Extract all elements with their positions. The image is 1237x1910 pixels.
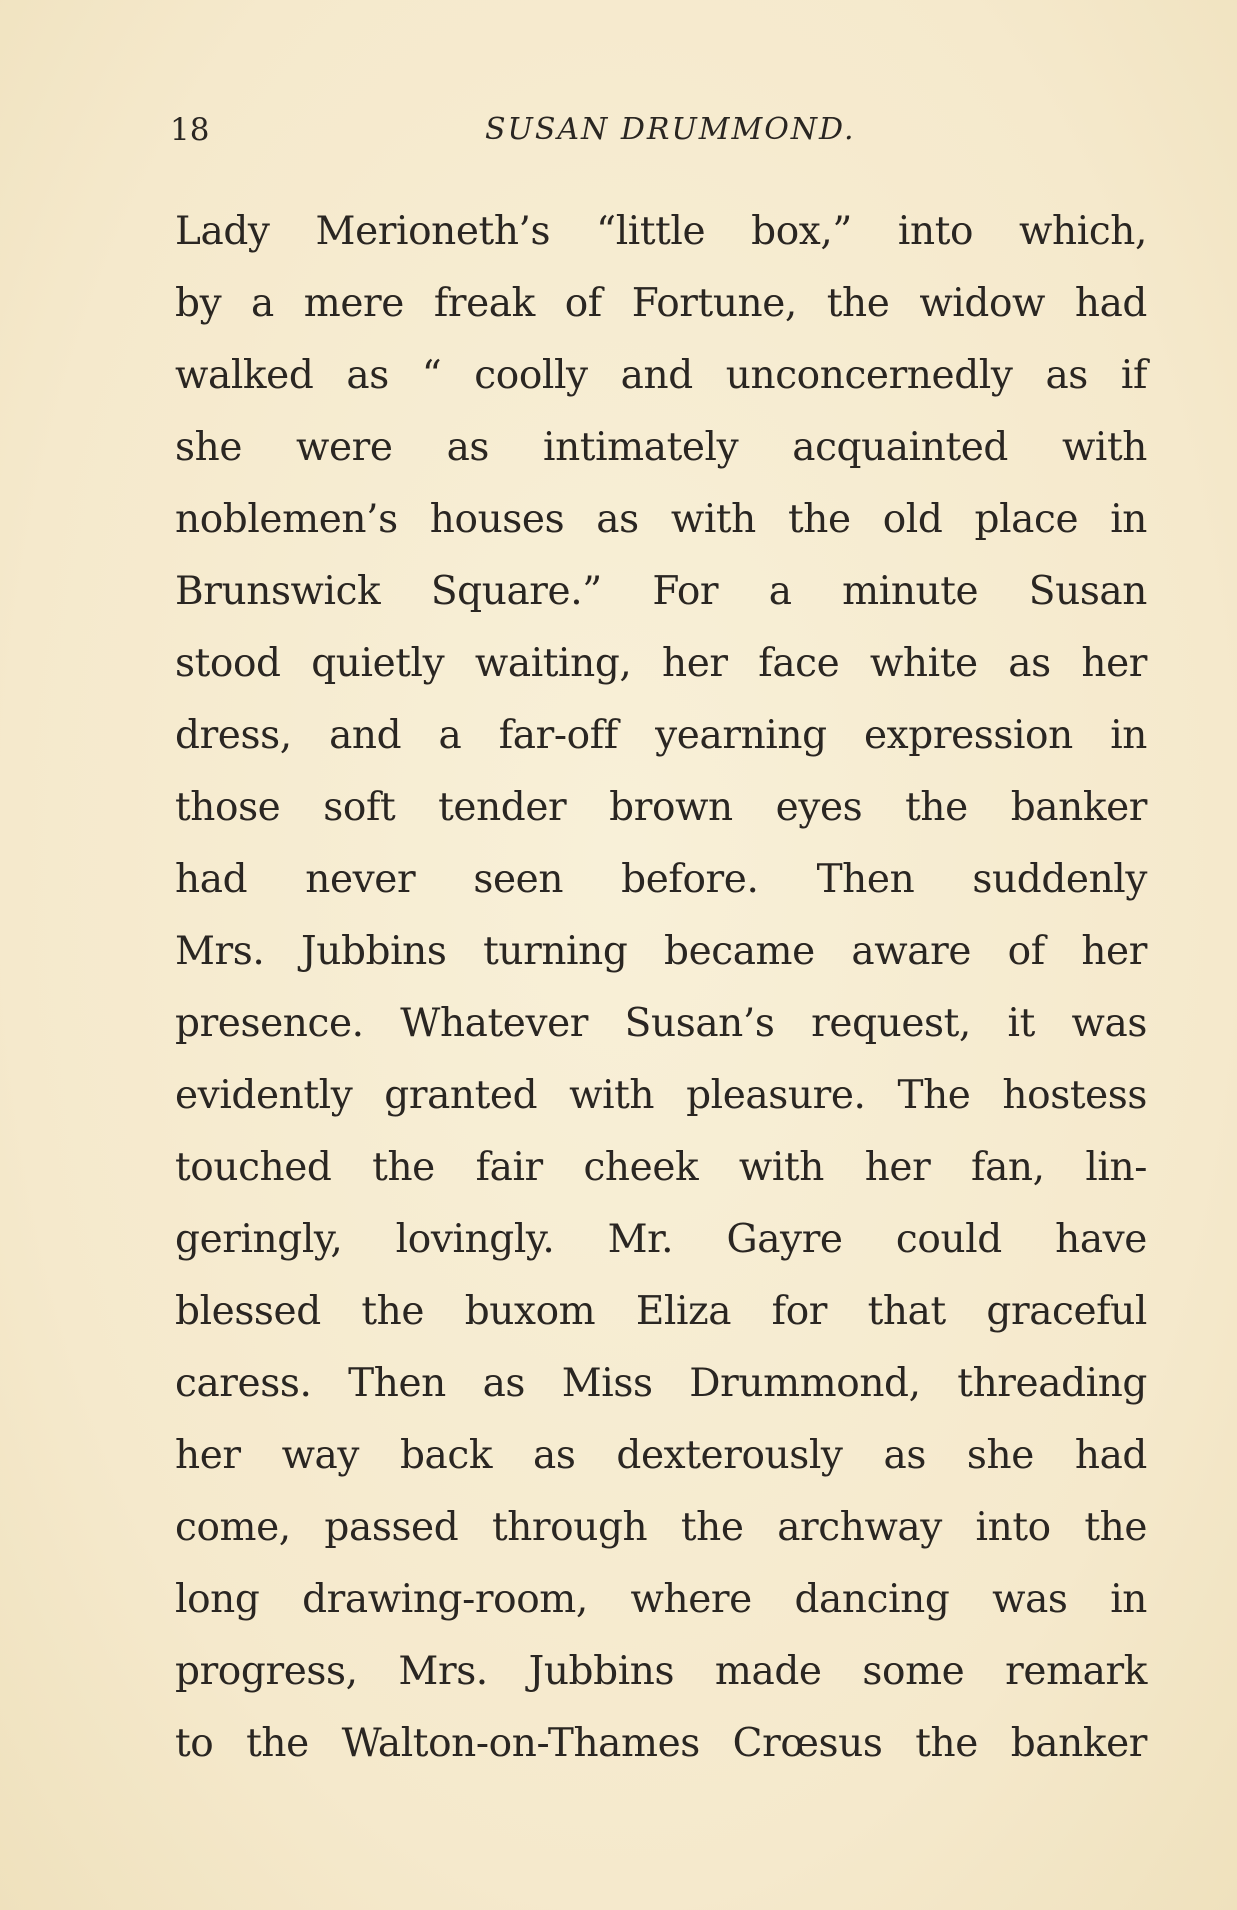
text-line: evidently granted with pleasure. The hostess	[175, 1073, 1147, 1118]
text-line: those soft tender brown eyes the banker	[175, 785, 1147, 830]
text-line: stood quietly waiting, her face white as her	[175, 641, 1147, 686]
running-head	[170, 112, 1145, 152]
body-text	[175, 196, 1147, 1780]
text-line: her way back as dexterously as she had	[175, 1433, 1147, 1478]
text-line: touched the fair cheek with her fan, lin-	[175, 1145, 1147, 1190]
text-line: had never seen before. Then suddenly	[175, 857, 1147, 902]
text-line: noblemen’s houses as with the old place in	[175, 497, 1147, 542]
text-line: to the Walton-on-Thames Crœsus the banker	[175, 1721, 1147, 1766]
text-line: progress, Mrs. Jubbins made some remark	[175, 1649, 1147, 1694]
text-line: by a mere freak of Fortune, the widow had	[175, 281, 1147, 326]
page-number: 18	[170, 112, 210, 148]
text-line: she were as intimately acquainted with	[175, 425, 1147, 470]
text-line: caress. Then as Miss Drummond, threading	[175, 1361, 1147, 1406]
text-line: geringly, lovingly. Mr. Gayre could have	[175, 1217, 1147, 1262]
text-line: blessed the buxom Eliza for that graceful	[175, 1289, 1147, 1334]
text-line: walked as “ coolly and unconcernedly as if	[175, 353, 1147, 398]
text-line: Mrs. Jubbins turning became aware of her	[175, 929, 1147, 974]
text-line: come, passed through the archway into the	[175, 1505, 1147, 1550]
text-line: long drawing-room, where dancing was in	[175, 1577, 1147, 1622]
text-line: Lady Merioneth’s “little box,” into which,	[175, 209, 1147, 254]
text-line: Brunswick Square.” For a minute Susan	[175, 569, 1147, 614]
running-title: SUSAN DRUMMOND.	[485, 112, 856, 147]
text-line: presence. Whatever Susan’s request, it was	[175, 1001, 1147, 1046]
text-line: dress, and a far-off yearning expression in	[175, 713, 1147, 758]
